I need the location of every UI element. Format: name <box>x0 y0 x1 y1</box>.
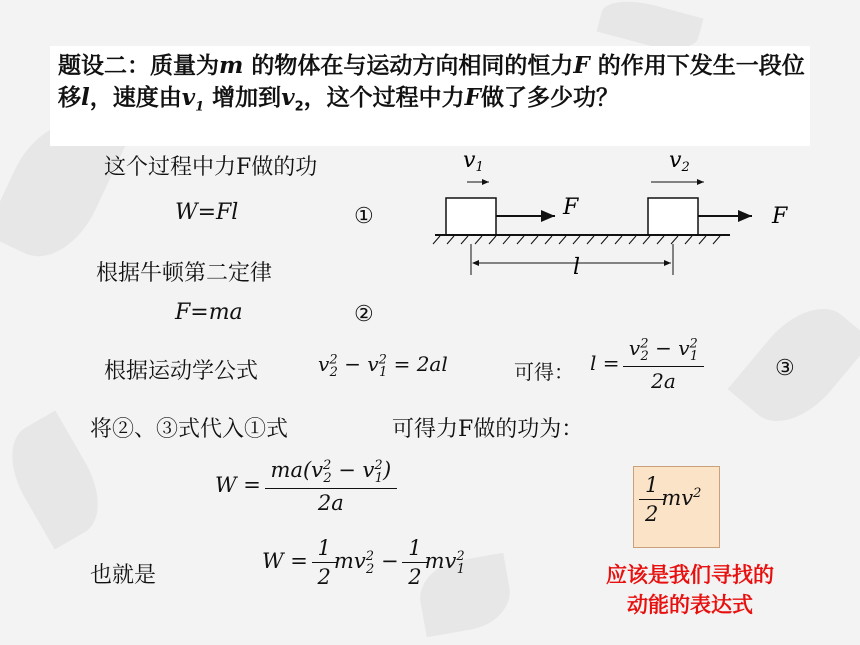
equation-3-number: ③ <box>775 356 795 381</box>
equation-1-number: ① <box>354 204 374 229</box>
title-text: 做了多少功？ <box>480 85 619 111</box>
equation-3 <box>590 336 701 393</box>
v2-label: v2 <box>669 148 690 175</box>
force-symbol: F <box>464 84 481 111</box>
title-text: 的作用下发生一段位移 <box>58 53 805 111</box>
title-text: ，速度由 <box>89 85 182 111</box>
equation-2-number: ② <box>354 302 374 327</box>
velocity-symbol: v <box>181 84 196 111</box>
kinematics-text: 根据运动学公式 <box>104 359 259 384</box>
kinetic-energy-note <box>560 560 820 620</box>
equation-2: F=ma <box>175 300 243 325</box>
title-text: 的物体在与运动方向相同的恒力 <box>243 53 574 79</box>
block-initial <box>446 198 496 235</box>
mass-symbol: m <box>219 52 244 79</box>
kinematics-formula: $v^2_2 - v^2_1 = 2al$ <box>318 352 448 380</box>
work-intro-text: 这个过程中力F做的功 <box>104 155 318 180</box>
final-work-formula: W = $\frac{1}{2}$ $mv^2_2$ − $\frac{1}{2}$ $mv^2_1$ <box>262 536 465 589</box>
note-line-2: 动能的表达式 <box>627 593 753 617</box>
force-symbol: F <box>573 52 590 79</box>
subscript: 1 <box>195 99 205 115</box>
force-label: F <box>772 204 788 229</box>
motion-diagram <box>425 140 805 285</box>
displacement-symbol: l <box>81 84 90 111</box>
l-equals: l = <box>590 351 620 375</box>
obtain-text: 可得： <box>514 360 574 384</box>
force-label: F <box>563 195 579 220</box>
displacement-label: l <box>573 255 581 280</box>
work-fraction: $\frac{ma(v^2_2 - v^2_1)}{2a}$ <box>268 458 395 515</box>
work-formula-fraction <box>215 458 394 515</box>
title-text: 增加到 <box>204 85 282 111</box>
title-text: 题设二：质量为 <box>58 53 219 79</box>
velocity-symbol: v <box>281 84 295 111</box>
ground-hatching <box>433 236 720 244</box>
equation-1: W=Fl <box>175 200 239 225</box>
title-text: ，这个过程中力 <box>303 85 465 111</box>
l-fraction: $\frac{v^2_2 - v^2_1}{2a}$ <box>626 336 701 393</box>
that-is-text: 也就是 <box>90 563 157 588</box>
substitute-text: 将②、③式代入①式 <box>90 417 289 442</box>
v1-label: v1 <box>463 148 484 175</box>
subscript: 2 <box>294 99 304 115</box>
newton-text: 根据牛顿第二定律 <box>96 261 273 286</box>
W-equals: W = <box>215 473 261 498</box>
problem-statement <box>58 50 818 123</box>
block-final <box>648 198 698 235</box>
kinetic-energy-box <box>633 466 720 548</box>
kinetic-energy-formula: $\frac{1}{2}$ $mv^2$ <box>642 473 701 526</box>
denominator: 2a <box>623 366 704 393</box>
note-line-1: 应该是我们寻找的 <box>606 563 774 587</box>
denominator: 2a <box>265 488 398 515</box>
work-result-text: 可得力F做的功为： <box>392 417 584 442</box>
